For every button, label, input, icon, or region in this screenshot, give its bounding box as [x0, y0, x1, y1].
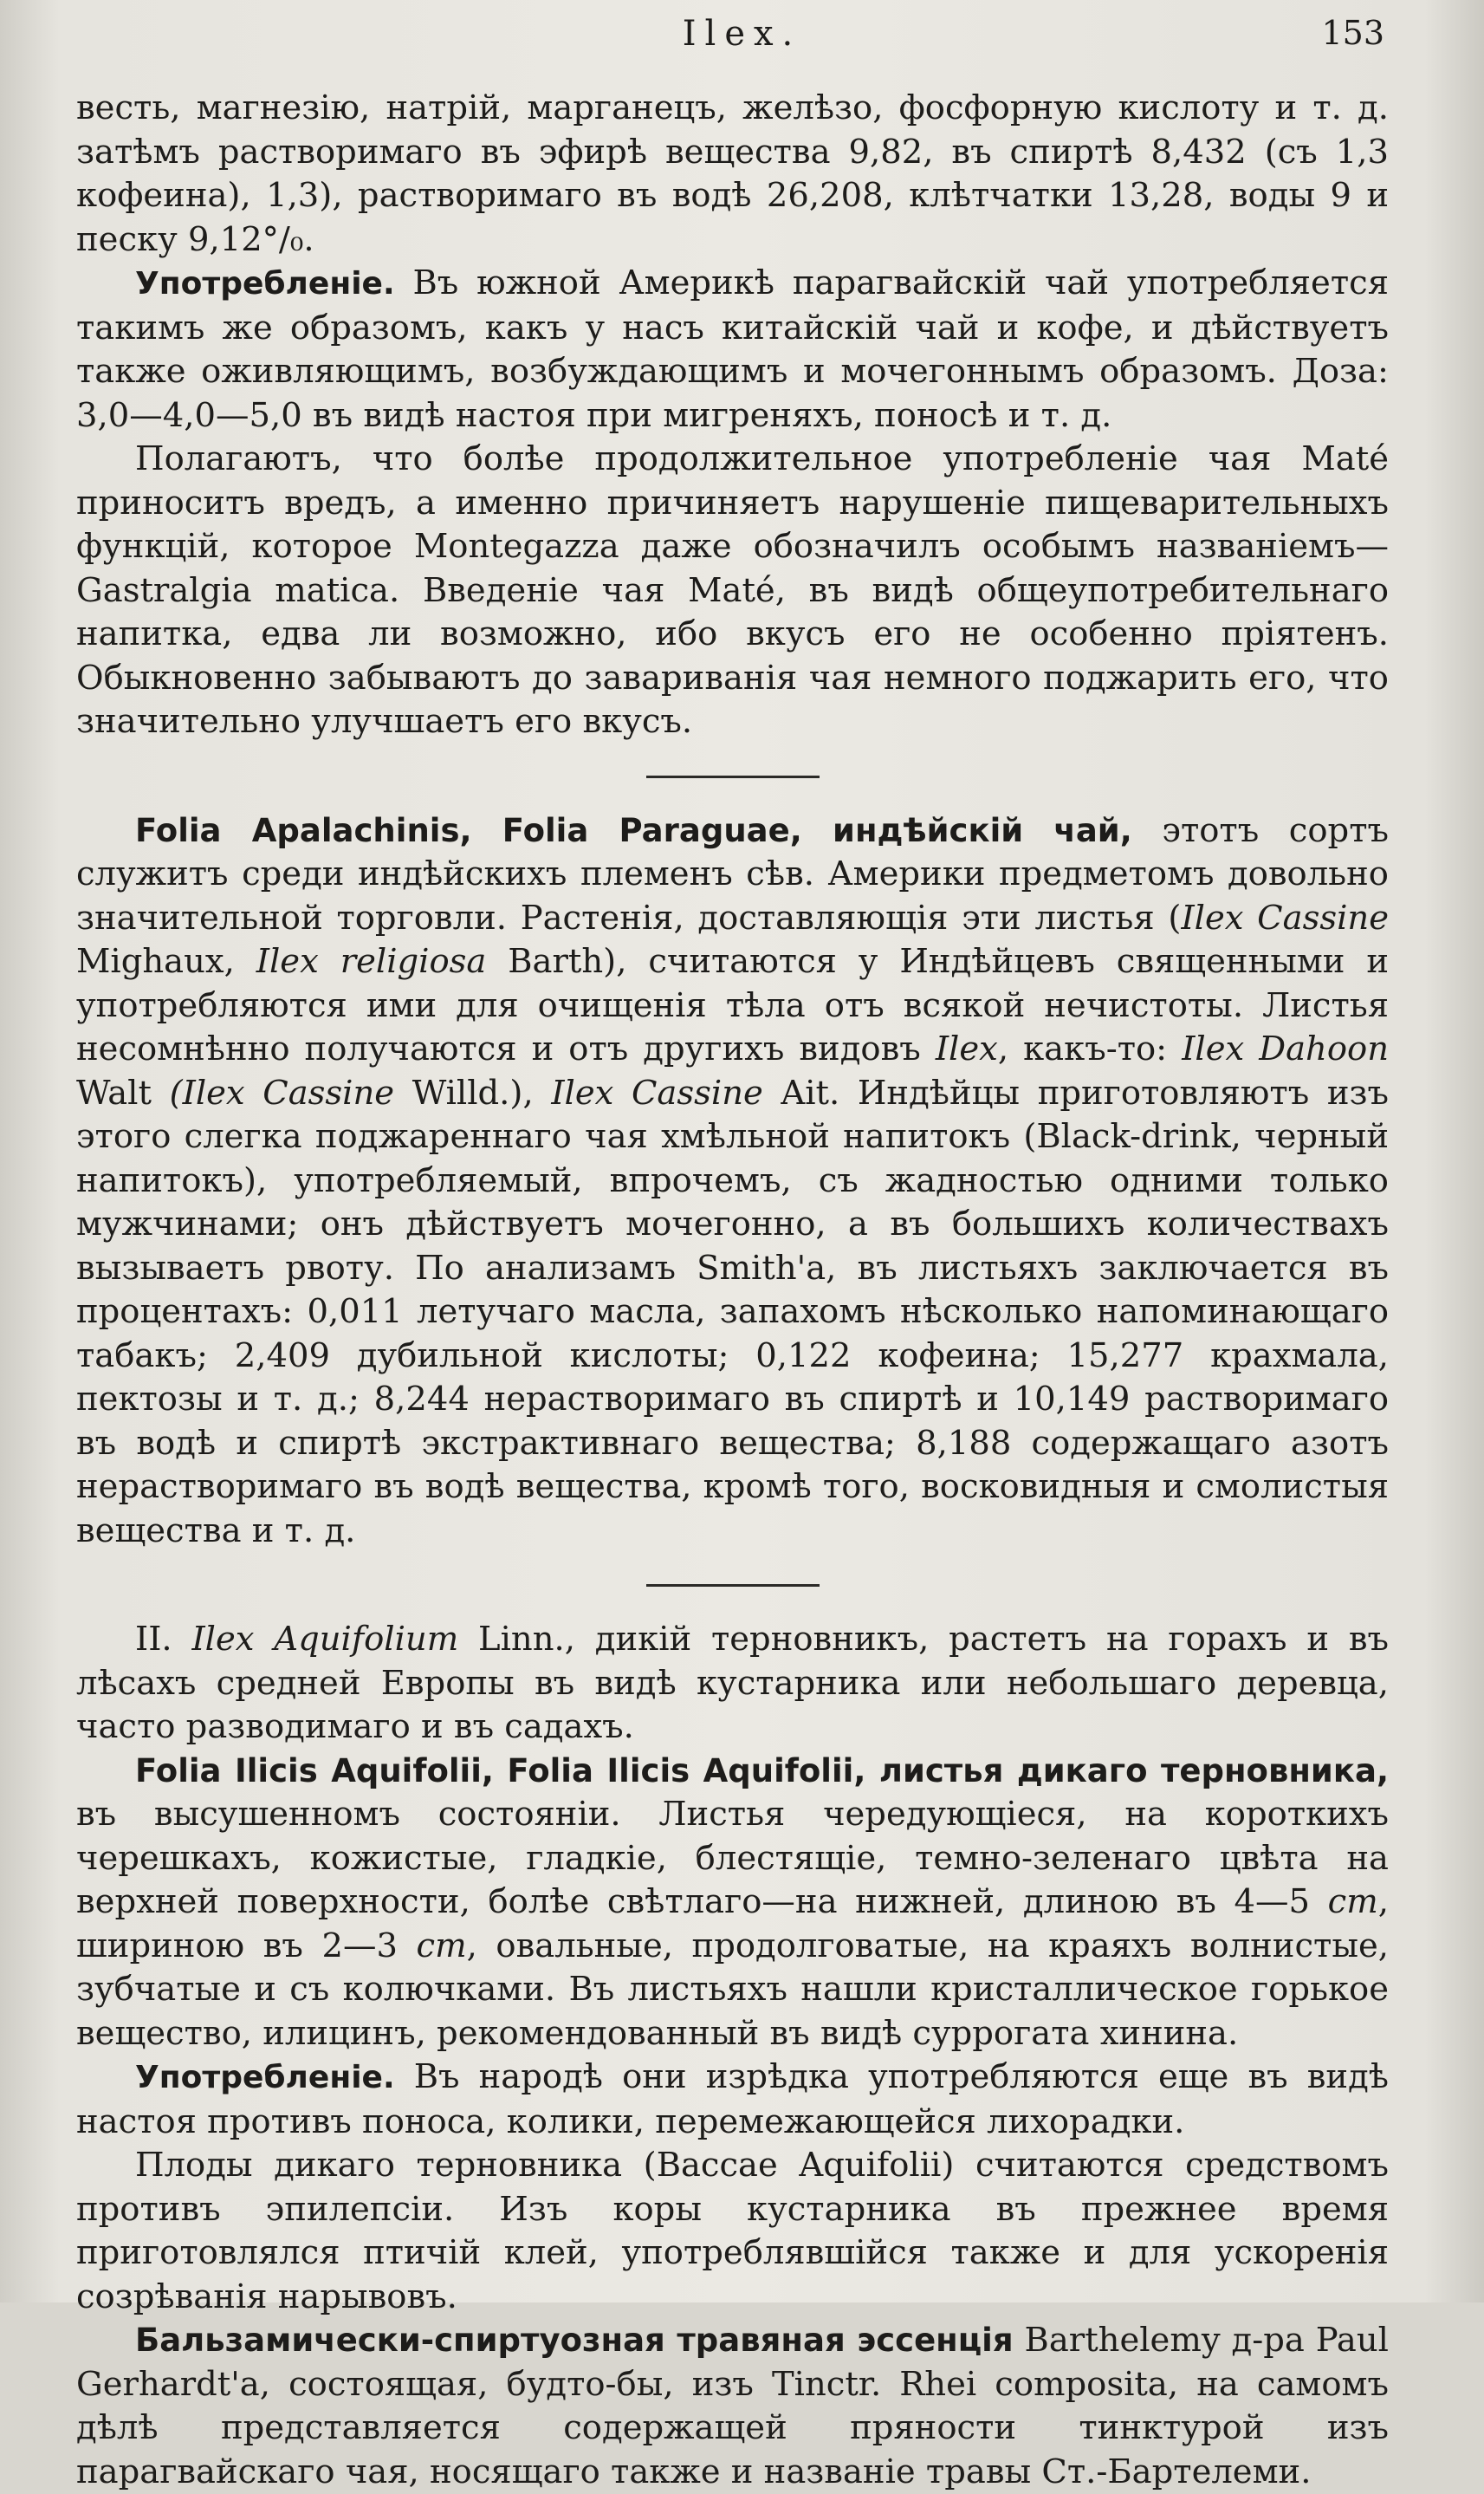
paragraph-folia-apalachinis: Folia Apalachinis, Folia Paraguae, индѣйскій чай, этотъ сортъ служитъ среди индѣйскихъ племенъ сѣв. Америки предметомъ довольно значительной торговли. Растенія, доставляющія эти листья (Ilex Cassine Mighaux, Ilex religiosa Barth), считаются у Индѣйцевъ священными и употребляются ими для очищенія тѣла отъ всякой нечистоты. Листья несомнѣнно получаются и отъ другихъ видовъ Ilex, какъ-то: Ilex Dahoon Walt (Ilex Cassine Willd.), Ilex Cassine Ait. Индѣйцы приготовляютъ изъ этого слегка поджареннаго чая хмѣльной напитокъ (Black-drink, черный напитокъ), употребляемый, впрочемъ, съ жадностью одними только мужчинами; онъ дѣйствуетъ мочегонно, а въ большихъ количествахъ вызываетъ рвоту. По анализамъ Smith'а, въ листьяхъ заключается въ процентахъ: 0,011 летучаго масла, запахомъ нѣсколько напоминающаго табакъ; 2,409 дубильной кислоты; 0,122 кофеина; 15,277 крахмала, пектозы и т. д.; 8,244 нерастворимаго въ спиртѣ и 10,149 растворимаго въ водѣ и спиртѣ экстрактивнаго вещества; 8,188 содержащаго азотъ нерастворимаго въ водѣ вещества, кромѣ того, восковидныя и смолистыя вещества и т. д. [76, 810, 1390, 1550]
paragraph-usage-mate [76, 262, 1389, 438]
unit-label: cm [1327, 1882, 1378, 1921]
species-name: Ilex Cassine [551, 1073, 763, 1113]
usage-text: Въ народѣ они изрѣдка употребляются еще въ видѣ настоя противъ поноса, колики, перемежающейся лихорадки. [76, 2057, 1389, 2141]
paragraph-ilex-aquifolium: II. Ilex Aquifolium Linn., дикій терновникъ, растетъ на горахъ и въ лѣсахъ средней Европы въ видѣ кустарника или небольшаго деревца, часто разводимаго и въ садахъ. [76, 1620, 1389, 1746]
entry-heading: Folia Apalachinis, Folia Paraguae, индѣйскій чай, [135, 811, 1132, 849]
paragraph-balsam-essence: Бальзамически-спиртуозная травяная эссенція Barthelemy д-ра Paul Gerhardt'а, состоящая, будто-бы, изъ Tinctr. Rhei composita, на самомъ дѣлѣ представляется содержащей пряности тинктурой изъ парагвайскаго чая, носящаго также и названіе травы Ст.-Бартелеми. [76, 2321, 1389, 2491]
page-body [76, 87, 1389, 2494]
species-name: Ilex Dahoon [1182, 1029, 1390, 1068]
page-number: 153 [1321, 14, 1384, 52]
section-number: II. [135, 1620, 192, 1659]
species-name: Ilex Cassine [1181, 898, 1390, 938]
running-title: Ilex. [682, 14, 802, 54]
paragraph-folia-ilicis: Folia Ilicis Aquifolii, Folia Ilicis Aquifolii, листья дикаго терновника, въ высушенномъ состояніи. Листья чередующіеся, на короткихъ черешкахъ, кожистые, гладкіе, блестящіе, темно-зеленаго цвѣта на верхней поверхности, болѣе свѣтлаго—на нижней, длиною въ 4—5 cm, шириною въ 2—3 cm, овальные, продолговатые, на краяхъ волнистые, зубчатые и съ колючками. Въ листьяхъ нашли кристаллическое горькое вещество, илицинъ, рекомендованный въ видѣ суррогата хинина. [76, 1751, 1389, 2053]
paragraph-usage-ilex [76, 2056, 1389, 2144]
paragraph-composition: весть, магнезію, натрій, марганецъ, желѣзо, фосфорную кислоту и т. д. затѣмъ растворимаго въ эфирѣ вещества 9,82, въ спиртѣ 8,432 (съ 1,3 кофеина), 1,3), растворимаго въ водѣ 26,208, клѣтчатки 13,28, воды 9 и песку 9,12°/₀. [76, 88, 1389, 259]
paragraph-harm: Полагаютъ, что болѣе продолжительное употребленіе чая Maté приноситъ вредъ, а именно причиняетъ нарушеніе пищеварительныхъ функцій, которое Montegazza даже обозначилъ особымъ названіемъ—Gastralgia matica. Введеніе чая Maté, въ видѣ общеупотребительнаго напитка, едва ли возможно, ибо вкусъ его не особенно пріятенъ. Обыкновенно забываютъ до завариванія чая немного поджарить его, что значительно улучшаетъ его вкусъ. [76, 439, 1389, 741]
species-name: Ilex Aquifolium [191, 1620, 459, 1659]
usage-label: Употребленіе. [135, 266, 395, 302]
species-name: Ilex religiosa [256, 942, 487, 981]
paragraph-berries: Плоды дикаго терновника (Baccae Aquifolii) считаются средствомъ противъ эпилепсіи. Изъ коры кустарника въ прежнее время приготовлялся птичій клей, употреблявшійся также и для ускоренія созрѣванія нарывовъ. [76, 2146, 1389, 2316]
entry-heading: Бальзамически-спиртуозная травяная эссенція [135, 2322, 1014, 2359]
species-name: (Ilex Cassine [169, 1073, 395, 1113]
section-divider [646, 1584, 820, 1587]
page-header [0, 5, 1484, 57]
section-divider [646, 776, 820, 778]
usage-text: Въ южной Америкѣ парагвайскій чай употребляется такимъ же образомъ, какъ у насъ китайскій чай и кофе, и дѣйствуетъ также оживляющимъ, возбуждающимъ и мочегоннымъ образомъ. Доза: 3,0—4,0—5,0 въ видѣ настоя при мигреняхъ, поносѣ и т. д. [76, 263, 1389, 435]
unit-label: cm [416, 1926, 467, 1965]
usage-label: Употребленіе. [135, 2060, 395, 2095]
genus-name: Ilex [935, 1029, 998, 1068]
entry-heading: Folia Ilicis Aquifolii, Folia Ilicis Aquifolii, листья дикаго терновника, [135, 1751, 1389, 1789]
